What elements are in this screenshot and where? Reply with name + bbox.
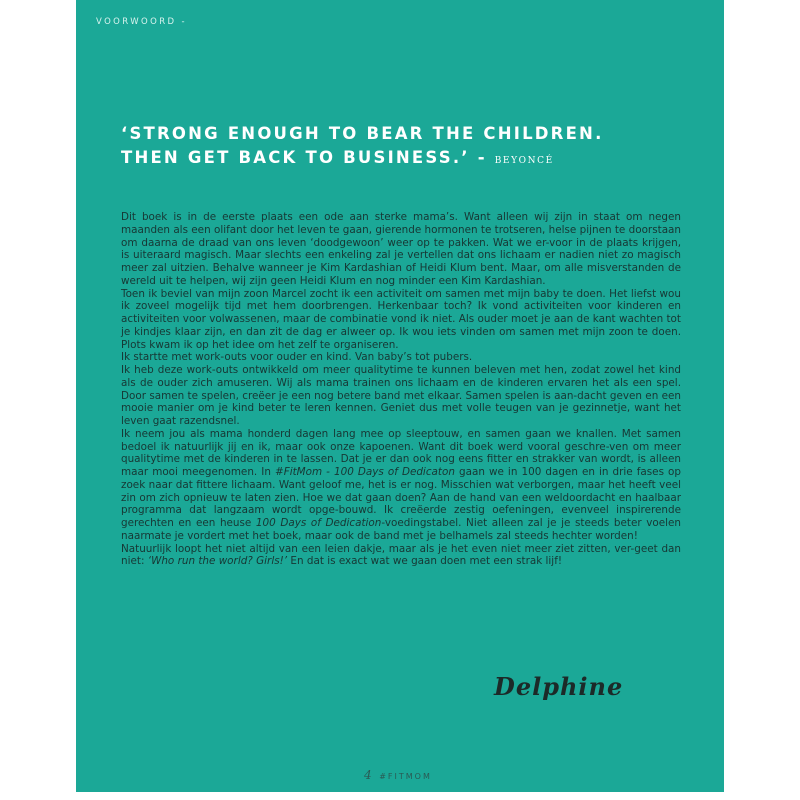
paragraph-text: Natuurlijk loopt het niet altijd van een leien dakje, maar als je het even niet meer ziet zitten, ver-geet dan niet: bbox=[121, 542, 681, 568]
pull-quote bbox=[121, 122, 711, 173]
quote-line-2 bbox=[121, 146, 711, 173]
paragraph-text: Ik neem jou als mama honderd dagen lang mee op sleeptouw, en samen gaan we knallen. Met samen bedoel ik natuurlijk jij en ik, maar ook onze kapoenen. Want dit boek werd vooral geschre-ven om meer qualitytime met de kinderen in te lassen. Dat je er dan ook nog eens fitter en strakker van wordt, is alleen maar mooi meegenomen. In bbox=[121, 427, 681, 478]
book-page bbox=[76, 0, 724, 792]
page-footer bbox=[364, 768, 432, 782]
paragraph-text: gaan we in 100 dagen en in drie fases op zoek naar dat fittere lichaam. Want geloof me, het is er nog. Misschien wat verborgen, maar het heeft veel zin om zich opnieuw te laten zien. Hoe we dat gaan doen? Aan de hand van een weldoordacht en haalbaar programma dat langzaam wordt opge-bouwd. Ik creëerde zestig oefeningen, evenveel inspirerende gerechten en een heuse bbox=[121, 466, 682, 529]
quote-line-2-text: THEN GET BACK TO BUSINESS.’ - bbox=[121, 148, 487, 167]
table-title: 100 Days of Dedication bbox=[255, 517, 382, 529]
book-title: #FitMom - 100 Days of Dedicaton bbox=[275, 466, 455, 478]
paragraph: Ik heb deze work-outs ontwikkeld om meer qualitytime te kunnen beleven met hen, zodat zowel het kind als de ouder zich amuseren. Wij als mama trainen ons lichaam en de kinderen ervaren het als een spel. Door samen te spelen, creëer je een nog betere band met elkaar. Samen spelen is aan-dacht geven en een mooie manier om je kind beter te leren kennen. Geniet dus met volle teugen van je gezinnetje, want het leven gaat razendsnel. bbox=[121, 364, 681, 427]
paragraph: Ik startte met work-outs voor ouder en kind. Van baby’s tot pubers. bbox=[121, 351, 473, 364]
quoted-phrase: ‘Who run the world? Girls!’ bbox=[147, 555, 288, 568]
quote-line-1: ‘STRONG ENOUGH TO BEAR THE CHILDREN. bbox=[121, 124, 604, 143]
body-text bbox=[121, 211, 681, 568]
section-label: VOORWOORD - bbox=[96, 17, 188, 27]
paragraph: Toen ik beviel van mijn zoon Marcel zocht ik een activiteit om samen met mijn baby te doen. Het liefst wou ik zoveel mogelijk tijd met hem doorbrengen. Herkenbaar toch? Ik vond activiteiten voor kinderen en activiteiten voor volwassenen, maar de combinatie vond ik niet. Als ouder moet je aan de kant wachten tot je kindjes klaar zijn, en dan zit de dag er alweer op. Ik wou iets vinden om samen met mijn zoon te doen. Plots kwam ik op het idee om het zelf te organiseren. bbox=[121, 287, 681, 351]
paragraph bbox=[121, 543, 681, 569]
author-signature: Delphine bbox=[494, 672, 624, 701]
paragraph-text: -voedingstabel. Niet alleen zal je je steeds beter voelen naarmate je vordert met het boek, maar ook de band met je belhamels zal steeds hechter worden! bbox=[121, 517, 681, 542]
paragraph bbox=[121, 428, 681, 543]
paragraph: Dit boek is in de eerste plaats een ode aan sterke mama’s. Want alleen wij zijn in staat om negen maanden als een olifant door het leven te gaan, gierende hormonen te trotseren, helse pijnen te doorstaan om daarna de draad van ons leven ‘doodgewoon’ weer op te pakken. Wat we er-voor in de plaats krijgen, is uiteraard magisch. Maar slechts een enkeling zal je vertellen dat ons lichaam er nadien niet zo magisch meer zal uitzien. Behalve wanneer je Kim Kardashian of Heidi Klum bent. Maar, om alle misverstanden de wereld uit te helpen, wij zijn geen Heidi Klum en nog minder een Kim Kardashian. bbox=[121, 211, 682, 287]
paragraph-text: En dat is exact wat we gaan doen met een strak lijf! bbox=[290, 555, 563, 568]
quote-attribution: BEYONCÉ bbox=[494, 156, 554, 166]
page-number: 4 bbox=[364, 768, 372, 782]
footer-tag: #FITMOM bbox=[379, 772, 432, 781]
